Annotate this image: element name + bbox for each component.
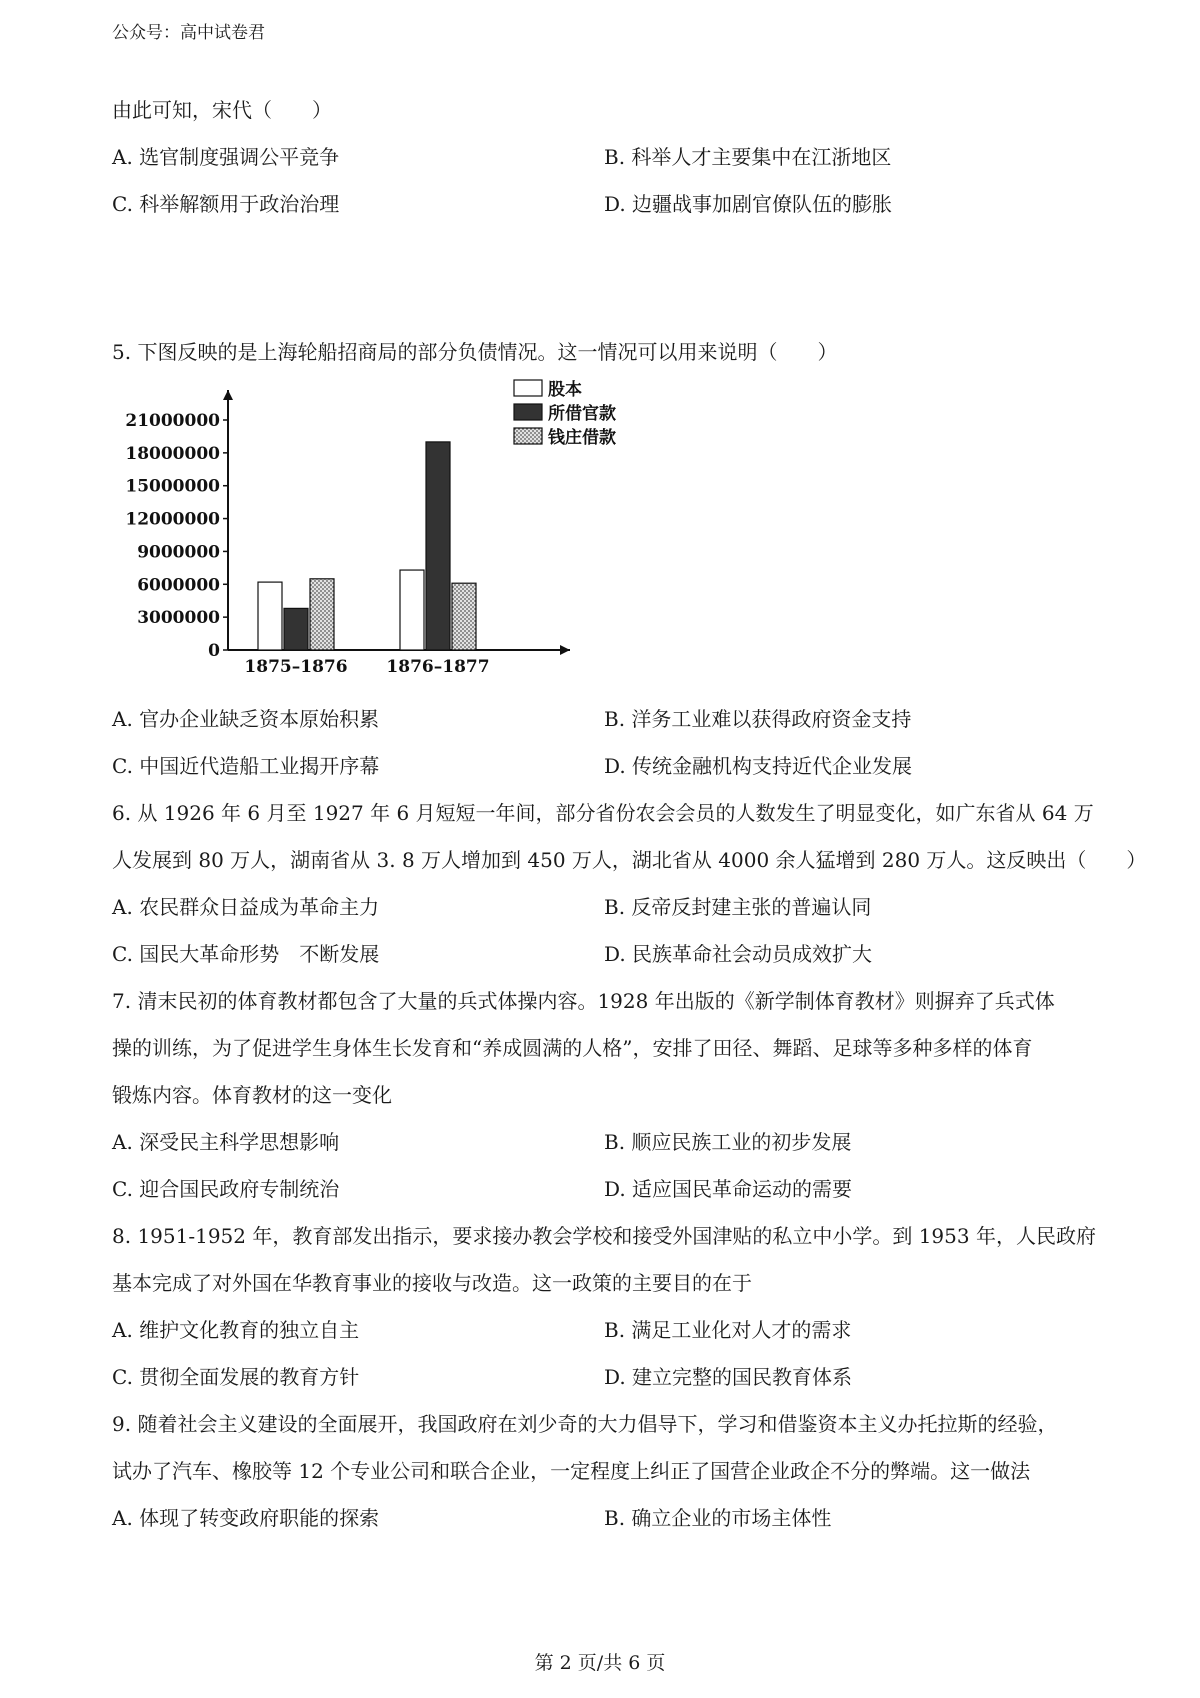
- q7-option-c[interactable]: C. 迎合国民政府专制统治: [112, 1177, 340, 1201]
- bar: [284, 608, 308, 650]
- chart-legend: [514, 379, 617, 448]
- q6-option-d[interactable]: D. 民族革命社会动员成效扩大: [604, 942, 873, 966]
- q7-option-b[interactable]: B. 顺应民族工业的初步发展: [604, 1130, 852, 1154]
- y-tick-label: 0: [208, 641, 220, 661]
- q5-stem: 5. 下图反映的是上海轮船招商局的部分负债情况。这一情况可以用来说明（ ）: [112, 340, 838, 364]
- y-tick-label: 9000000: [137, 542, 220, 563]
- y-tick-label: 6000000: [137, 575, 220, 596]
- legend-label: 钱庄借款: [548, 428, 616, 448]
- q5-option-c[interactable]: C. 中国近代造船工业揭开序幕: [112, 754, 380, 778]
- y-axis-arrow: [223, 390, 233, 400]
- q8-stem-line-2: 基本完成了对外国在华教育事业的接收与改造。这一政策的主要目的在于: [112, 1271, 752, 1295]
- q4-stem: 由此可知，宋代（ ）: [112, 98, 332, 122]
- bar: [400, 570, 424, 650]
- q6-option-b[interactable]: B. 反帝反封建主张的普遍认同: [604, 895, 872, 919]
- q8-option-d[interactable]: D. 建立完整的国民教育体系: [604, 1365, 853, 1389]
- y-tick-label: 3000000: [137, 608, 220, 629]
- x-axis-arrow: [560, 645, 570, 655]
- liabilities-bar-chart: [120, 378, 700, 678]
- q7-stem-line-3: 锻炼内容。体育教材的这一变化: [112, 1083, 392, 1107]
- q7-stem-line-2: 操的训练，为了促进学生身体生长发育和“养成圆满的人格”，安排了田径、舞蹈、足球等多种多样的体育: [112, 1036, 1033, 1060]
- x-tick-label: 1875–1876: [244, 657, 348, 677]
- q9-option-a[interactable]: A. 体现了转变政府职能的探索: [112, 1506, 380, 1530]
- q9-stem-line-2: 试办了汽车、橡胶等 12 个专业公司和联合企业，一定程度上纠正了国营企业政企不分的弊端。这一做法: [112, 1459, 1031, 1483]
- q6-option-c[interactable]: C. 国民大革命形势 不断发展: [112, 942, 380, 966]
- q4-option-d[interactable]: D. 边疆战事加剧官僚队伍的膨胀: [604, 192, 893, 216]
- bar: [258, 582, 282, 650]
- legend-swatch: [514, 404, 542, 420]
- q5-option-d[interactable]: D. 传统金融机构支持近代企业发展: [604, 754, 913, 778]
- q6-option-a[interactable]: A. 农民群众日益成为革命主力: [112, 895, 380, 919]
- q8-option-a[interactable]: A. 维护文化教育的独立自主: [112, 1318, 360, 1342]
- page-number: 第 2 页/共 6 页: [534, 1652, 666, 1674]
- x-tick-label: 1876–1877: [386, 657, 490, 677]
- q6-stem-line-1: 6. 从 1926 年 6 月至 1927 年 6 月短短一年间，部分省份农会会员的人数发生了明显变化，如广东省从 64 万: [112, 801, 1094, 825]
- legend-swatch: [514, 428, 542, 444]
- q9-stem-line-1: 9. 随着社会主义建设的全面展开，我国政府在刘少奇的大力倡导下，学习和借鉴资本主义办托拉斯的经验，: [112, 1412, 1058, 1436]
- source-label: 公众号：高中试卷君: [112, 23, 265, 43]
- bar: [426, 442, 450, 650]
- legend-label: 所借官款: [548, 404, 616, 424]
- q8-option-c[interactable]: C. 贯彻全面发展的教育方针: [112, 1365, 360, 1389]
- q8-stem-line-1: 8. 1951-1952 年，教育部发出指示，要求接办教会学校和接受外国津贴的私立中小学。到 1953 年，人民政府: [112, 1224, 1096, 1248]
- y-tick-label: 21000000: [125, 411, 220, 431]
- y-tick-label: 18000000: [125, 443, 220, 464]
- q4-option-c[interactable]: C. 科举解额用于政治治理: [112, 192, 340, 216]
- y-tick-label: 15000000: [125, 476, 220, 497]
- q4-option-a[interactable]: A. 选官制度强调公平竞争: [112, 145, 340, 169]
- q5-option-a[interactable]: A. 官办企业缺乏资本原始积累: [112, 707, 380, 731]
- q6-stem-line-2: 人发展到 80 万人，湖南省从 3. 8 万人增加到 450 万人，湖北省从 4000 余人猛增到 280 万人。这反映出（ ）: [112, 848, 1147, 872]
- q4-option-b[interactable]: B. 科举人才主要集中在江浙地区: [604, 145, 892, 169]
- y-tick-label: 12000000: [125, 509, 220, 530]
- legend-swatch: [514, 380, 542, 396]
- chart-x-labels: [244, 657, 489, 677]
- q7-stem-line-1: 7. 清末民初的体育教材都包含了大量的兵式体操内容。1928 年出版的《新学制体育教材》则摒弃了兵式体: [112, 989, 1055, 1013]
- q5-option-b[interactable]: B. 洋务工业难以获得政府资金支持: [604, 707, 912, 731]
- q7-option-d[interactable]: D. 适应国民革命运动的需要: [604, 1177, 853, 1201]
- bar: [310, 579, 334, 650]
- q7-option-a[interactable]: A. 深受民主科学思想影响: [112, 1130, 340, 1154]
- q9-option-b[interactable]: B. 确立企业的市场主体性: [604, 1506, 832, 1530]
- legend-label: 股本: [548, 380, 582, 400]
- chart-bars: [258, 442, 476, 650]
- bar: [452, 583, 476, 650]
- q8-option-b[interactable]: B. 满足工业化对人才的需求: [604, 1318, 852, 1342]
- chart-y-ticks: [125, 411, 228, 661]
